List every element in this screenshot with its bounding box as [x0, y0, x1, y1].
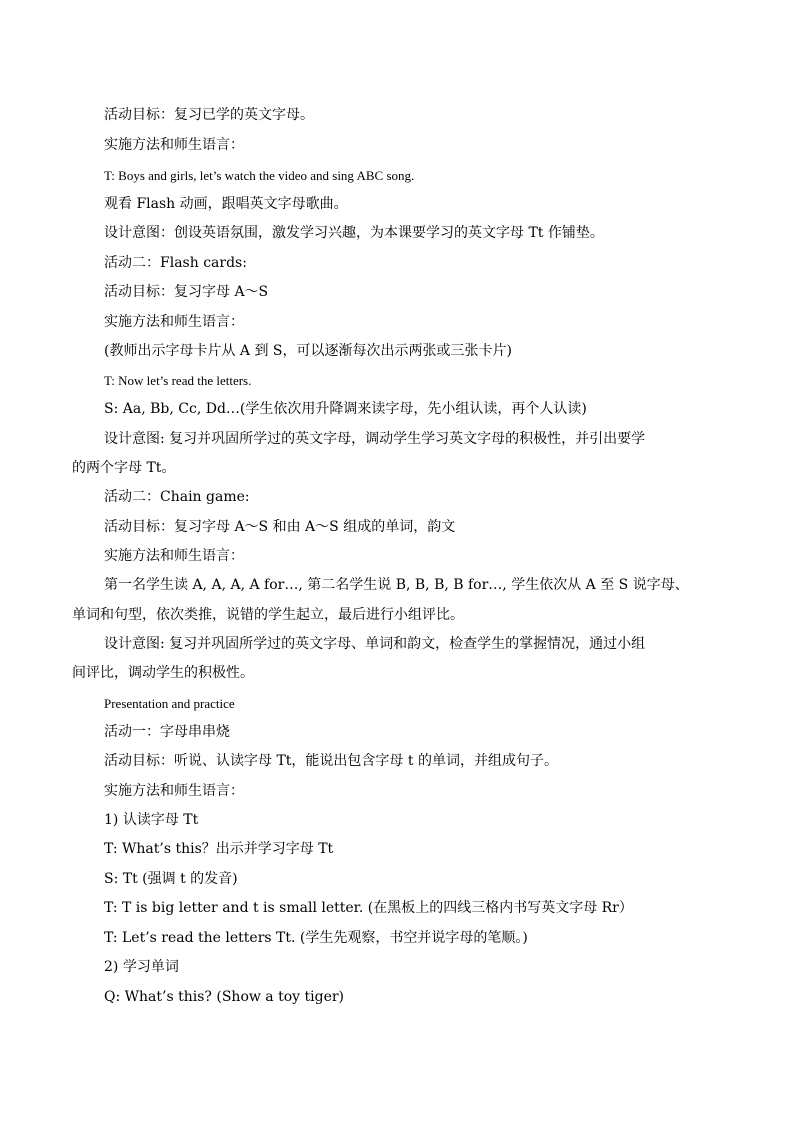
- text-line: 活动目标：复习字母 A～S: [104, 284, 269, 300]
- text-line: 活动二：Chain game:: [104, 489, 250, 505]
- text-line: T: Now let’s read the letters.: [104, 373, 252, 388]
- text-line: 单词和句型，依次类推，说错的学生起立，最后进行小组评比。: [72, 607, 464, 623]
- text-line: (教师出示字母卡片从 A 到 S，可以逐渐每次出示两张或三张卡片): [104, 343, 512, 359]
- text-line: T: What’s this？出示并学习字母 Tt: [104, 841, 334, 857]
- text-line: Q: What’s this? (Show a toy tiger): [104, 989, 345, 1005]
- text-line: 实施方法和师生语言：: [104, 314, 244, 330]
- text-line: 的两个字母 Tt。: [72, 460, 176, 476]
- text-line: 实施方法和师生语言：: [104, 137, 244, 153]
- text-line: 活动目标：复习字母 A～S 和由 A～S 组成的单词，韵文: [104, 519, 456, 535]
- text-line: 设计意图: 复习并巩固所学过的英文字母，调动学生学习英文字母的积极性，并引出要学: [104, 431, 646, 447]
- text-line: 活动目标：复习已学的英文字母。: [104, 107, 314, 123]
- text-line: 间评比，调动学生的积极性。: [72, 665, 254, 681]
- text-line: Presentation and practice: [104, 696, 235, 711]
- text-line: 2) 学习单词: [104, 959, 179, 975]
- text-line: 设计意图：创设英语氛围，激发学习兴趣，为本课要学习的英文字母 Tt 作铺垫。: [104, 225, 604, 241]
- text-line: 活动二：Flash cards:: [104, 255, 247, 271]
- text-line: 活动一：字母串串烧: [104, 724, 230, 740]
- text-line: 活动目标：听说、认读字母 Tt，能说出包含字母 t 的单词，并组成句子。: [104, 753, 558, 769]
- text-line: 实施方法和师生语言：: [104, 548, 244, 564]
- text-line: 实施方法和师生语言：: [104, 783, 244, 799]
- text-line: T: T is big letter and t is small letter. (在黑板上的四线三格内书写英文字母 Rr）: [104, 900, 633, 916]
- text-line: 观看 Flash 动画，跟唱英文字母歌曲。: [104, 196, 348, 212]
- text-line: 设计意图: 复习并巩固所学过的英文字母、单词和韵文，检查学生的掌握情况，通过小组: [104, 636, 646, 652]
- text-line: 1) 认读字母 Tt: [104, 812, 199, 828]
- text-line: S: Tt (强调 t 的发音): [104, 871, 238, 887]
- text-line: S: Aa, Bb, Cc, Dd…(学生依次用升降调来读字母，先小组认读，再个人认读): [104, 401, 587, 417]
- text-line: 第一名学生读 A, A, A, A for…, 第二名学生说 B, B, B, B for…, 学生依次从 A 至 S 说字母、: [104, 577, 689, 593]
- text-line: T: Let’s read the letters Tt. (学生先观察，书空并说字母的笔顺。): [104, 930, 528, 946]
- text-line: T: Boys and girls, let’s watch the video and sing ABC song.: [104, 168, 415, 183]
